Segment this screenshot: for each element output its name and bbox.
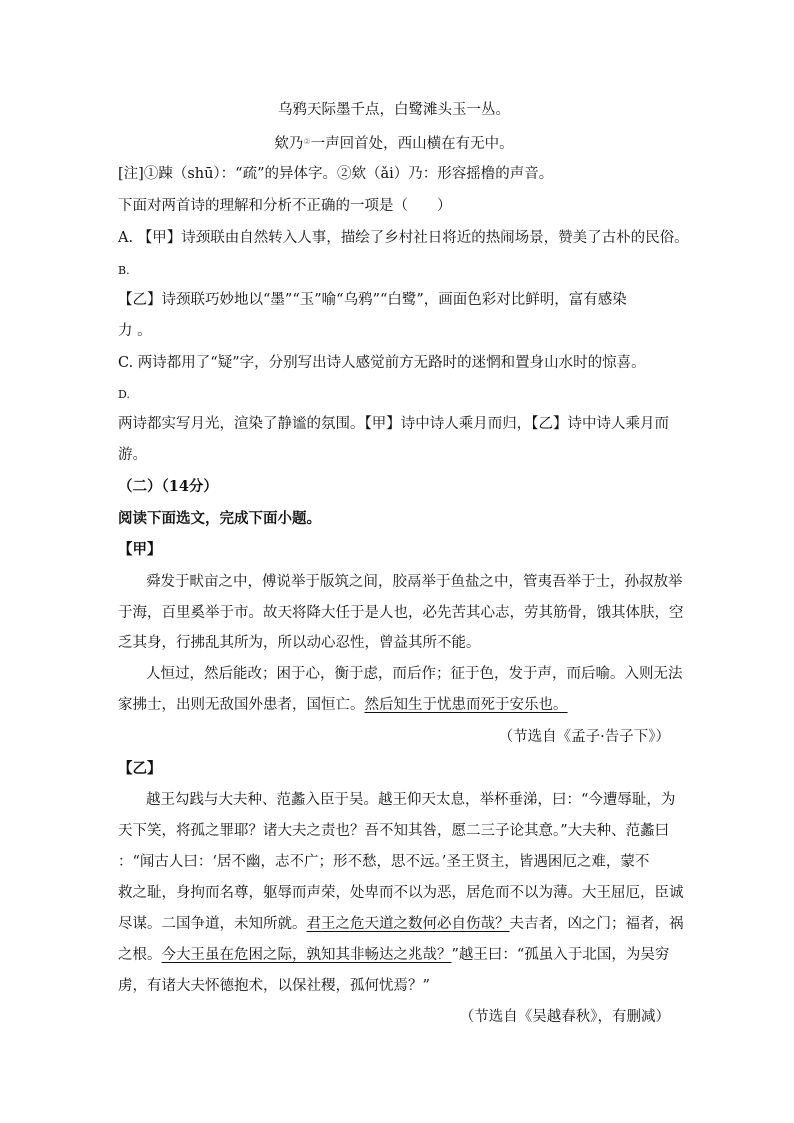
- option-b-line-2: 力 。: [118, 323, 152, 339]
- passage-yi-line-4: 救之耻，身拘而名尊，躯辱而声荣，处卑而不以为恶，居危而不以为薄。大王屈厄，臣诚: [118, 885, 684, 901]
- passage-yi-line-3: ：“闻古人曰：‘居不幽，志不广；形不愁，思不远。’圣王贤主，皆遇困厄之难，蒙不: [118, 854, 650, 870]
- passage-yi-l5-end: 夫吉者，凶之门；福者，祸: [509, 916, 684, 932]
- section-heading: （二）（14分）: [118, 478, 218, 495]
- option-d-label: D.: [118, 388, 130, 401]
- passage-yi-l6-end: ”越王曰：“孤虽入于北国，为吴穷: [451, 947, 670, 963]
- source-jia: （节选自《孟子·告子下》）: [498, 729, 670, 745]
- section-instruction: 阅读下面选文，完成下面小题。: [118, 510, 321, 527]
- passage-jia-p1-line-3: 乏其身，行拂乱其所为，所以动心忍性，曾益其所不能。: [118, 635, 481, 651]
- poem-line-2-start: 欸乃: [274, 136, 304, 152]
- option-d-line-1: 两诗都实写月光，渲染了静谧的氛围。【甲】诗中诗人乘月而归，【乙】诗中诗人乘月而: [118, 416, 669, 432]
- poem-line-2: [118, 131, 670, 155]
- passage-jia-p1-line-2: 于海，百里奚举于市。故天将降大任于是人也，必先苦其心志，劳其筋骨，饿其体肤，空: [118, 605, 684, 621]
- passage-yi-line-7: 虏，有诸大夫怀德抱术，以保社稷，孤何忧焉？”: [118, 978, 430, 994]
- option-a: A. 【甲】诗颈联由自然转入人事，描绘了乡村社日将近的热闹场景，赞美了古朴的民俗。: [118, 230, 689, 246]
- passage-yi-label: 【乙】: [118, 760, 162, 777]
- passage-yi-line-2: 天下笑，将孤之罪耶？诸大夫之责也？吾不知其咎，愿二三子论其意。”大夫种、范蠡曰: [118, 823, 670, 839]
- passage-yi-line-5: [118, 913, 684, 935]
- passage-yi-l6-start: 之根。: [118, 947, 162, 963]
- source-yi: （节选自《吴越春秋》，有删减）: [459, 1009, 670, 1025]
- option-c: C. 两诗都用了“疑”字，分别写出诗人感觉前方无路时的迷惘和置身山水时的惊喜。: [118, 355, 646, 371]
- passage-yi-line-1: 越王勾践与大夫种、范蠡入臣于吴。越王仰天太息，举杯垂涕，曰：“今遭辱耻，为: [146, 792, 676, 808]
- option-b-label: B.: [118, 264, 130, 277]
- poem-line-1: 乌鸦天际墨千点，白鹭滩头玉一丛。: [278, 102, 510, 118]
- option-d-line-2: 游。: [118, 447, 147, 463]
- passage-jia-p1-line-1: 舜发于畎亩之中，傅说举于版筑之间，胶鬲举于鱼盐之中，管夷吾举于士，孙叔敖举: [146, 574, 683, 590]
- underlined-sentence-yi-2: 今大王虽在危困之际，孰知其非畅达之兆哉？: [161, 947, 452, 963]
- passage-jia-p2-line-1: 人恒过，然后能改；困于心，衡于虑，而后作；征于色，发于声，而后喻。入则无法: [146, 666, 683, 682]
- footnote-marker: ②: [303, 137, 311, 146]
- passage-yi-line-6: [118, 944, 670, 966]
- annotation-note: [注]①踈（shū）：“疏”的异体字。②欸（ǎi）乃：形容摇橹的声音。: [118, 166, 554, 182]
- question-stem: 下面对两首诗的理解和分析不正确的一项是（ ）: [118, 198, 452, 214]
- poem-line-2-end: 一声回首处，西山横在有无中。: [310, 136, 514, 152]
- option-b-line-1: 【乙】诗颈联巧妙地以“墨”“玉”喻“乌鸦”“白鹭”，画面色彩对比鲜明，富有感染: [118, 292, 627, 308]
- passage-jia-p2-line-2: [118, 694, 670, 716]
- underlined-sentence-jia: 然后知生于忧患而死于安乐也。: [364, 697, 568, 713]
- passage-jia-label: 【甲】: [118, 541, 162, 558]
- passage-yi-l5-start: 尽谋。二国争道，未知所就。: [118, 916, 307, 932]
- passage-jia-p2-text: 家拂士，出则无敌国外患者，国恒亡。: [118, 697, 365, 713]
- underlined-sentence-yi-1: 君王之危天道之数何必自伤哉？: [306, 916, 510, 932]
